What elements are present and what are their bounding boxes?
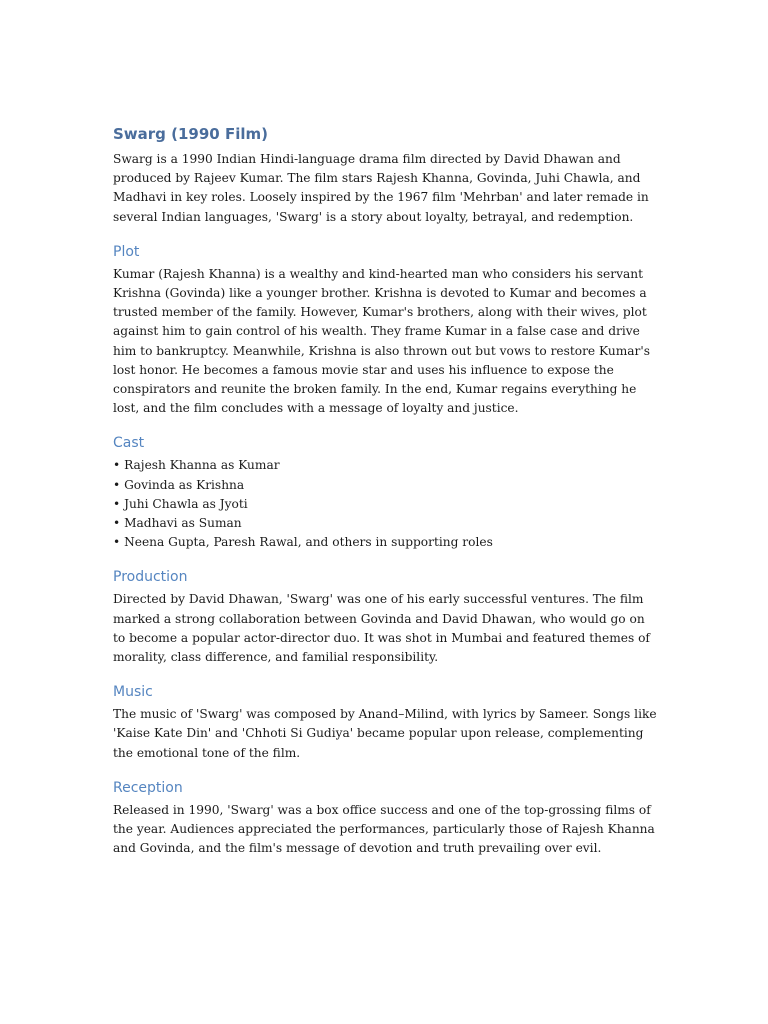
plot-paragraph: Kumar (Rajesh Khanna) is a wealthy and kind-hearted man who considers his servant Krishna (Govinda) like a younger brother. Krishna is devoted to Kumar and becomes a trusted member of the family. However, Kumar's brothers, along with their wives, plot against him to gain control of his wealth. They frame Kumar in a false case and drive him to bankruptcy. Meanwhile, Krishna is also thrown out but vows to restore Kumar's lost honor. He becomes a famous movie star and uses his influence to expose the conspirators and reunite the broken family. In the end, Kumar regains everything he lost, and the film concludes with a message of loyalty and justice. bbox=[113, 266, 650, 416]
reception-paragraph: Released in 1990, 'Swarg' was a box office success and one of the top-grossing films of the year. Audiences appreciated the performances, particularly those of Rajesh Khanna and Govinda, and the film's message of devotion and truth prevailing over evil. bbox=[113, 802, 655, 856]
document-page bbox=[113, 122, 658, 858]
plot-heading: Plot bbox=[113, 243, 140, 260]
reception-heading: Reception bbox=[113, 779, 183, 796]
document-title: Swarg (1990 Film) bbox=[113, 125, 268, 143]
list-item: • Juhi Chawla as Jyoti bbox=[113, 496, 248, 511]
intro-paragraph: Swarg is a 1990 Indian Hindi-language drama film directed by David Dhawan and produced by Rajeev Kumar. The film stars Rajesh Khanna, Govinda, Juhi Chawla, and Madhavi in key roles. Loosely inspired by the 1967 film 'Mehrban' and later remade in several Indian languages, 'Swarg' is a story about loyalty, betrayal, and redemption. bbox=[113, 152, 649, 224]
production-heading: Production bbox=[113, 569, 188, 586]
music-heading: Music bbox=[113, 684, 153, 701]
cast-list bbox=[113, 456, 658, 552]
list-item: • Rajesh Khanna as Kumar bbox=[113, 458, 280, 473]
list-item: • Govinda as Krishna bbox=[113, 477, 245, 492]
production-paragraph: Directed by David Dhawan, 'Swarg' was one of his early successful ventures. The film marked a strong collaboration between Govinda and David Dhawan, who would go on to become a popular actor-director duo. It was shot in Mumbai and featured themes of morality, class difference, and familial responsibility. bbox=[113, 592, 650, 665]
list-item: • Madhavi as Suman bbox=[113, 516, 242, 531]
list-item: • Neena Gupta, Paresh Rawal, and others in supporting roles bbox=[113, 535, 493, 550]
cast-heading: Cast bbox=[113, 435, 145, 452]
music-paragraph: The music of 'Swarg' was composed by Anand–Milind, with lyrics by Sameer. Songs like 'Kaise Kate Din' and 'Chhoti Si Gudiya' became popular upon release, complementing the emotional tone of the film. bbox=[113, 707, 657, 760]
